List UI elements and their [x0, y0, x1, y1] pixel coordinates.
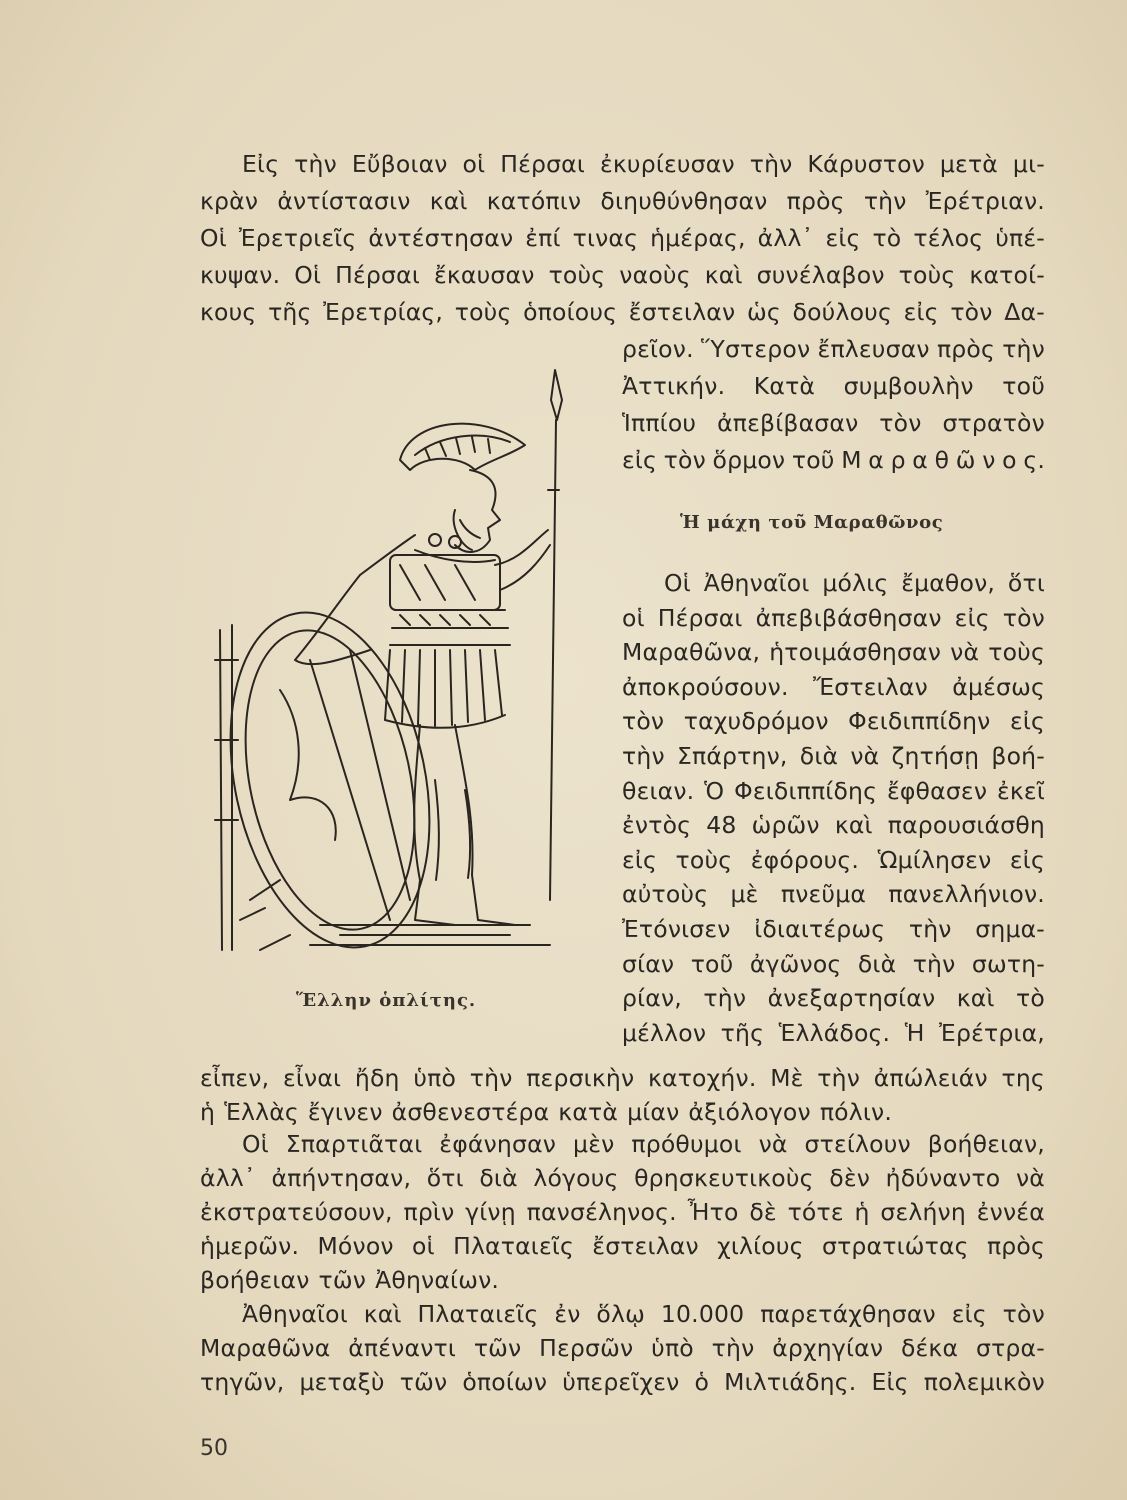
text-line: σίαν τοῦ ἀγῶνος διὰ τὴν σωτη-	[622, 949, 1045, 978]
text-line: Μαραθῶνα ἀπέναντι τῶν Περσῶν ὑπὸ τὴν ἀρχηγίαν δέκα στρα-	[200, 1334, 1045, 1362]
text-line: εἰς τὸν ὅρμον τοῦ Μ α ρ α θ ῶ ν ο ς.	[622, 446, 1045, 474]
text-line: ρεῖον. Ὕστερον ἔπλευσαν πρὸς τὴν	[622, 335, 1045, 363]
text-line: Μαραθῶνα, ἡτοιμάσθησαν νὰ τοὺς	[622, 638, 1045, 667]
text-line: Ἀττικήν. Κατὰ συμβουλὴν τοῦ	[622, 372, 1045, 400]
text-line: Οἱ Ἐρετριεῖς ἀντέστησαν ἐπί τινας ἡμέρας, ἀλλ᾽ εἰς τὸ τέλος ὑπέ-	[200, 224, 1045, 252]
text-line: κους τῆς Ἐρετρίας, τοὺς ὁποίους ἔστειλαν ὡς δούλους εἰς τὸν Δα-	[200, 298, 1045, 326]
text-line: μέλλον τῆς Ἑλλάδος. Ἡ Ἐρέτρια,	[622, 1018, 1045, 1047]
text-line: Ἐτόνισεν ἰδιαιτέρως τὴν σημα-	[622, 915, 1045, 943]
text-line: αὐτοὺς μὲ πνεῦμα πανελλήνιον.	[622, 880, 1045, 909]
text-line: ἐκστρατεύσουν, πρὶν γίνῃ πανσέληνος. Ἦτο δὲ τότε ἡ σελήνη ἐννέα	[200, 1198, 1045, 1226]
text-line: ἐντὸς 48 ὡρῶν καὶ παρουσιάσθη	[622, 811, 1045, 840]
shield-icon	[210, 594, 458, 966]
text-line: εἰς τοὺς ἐφόρους. Ὡμίλησεν εἰς	[622, 845, 1045, 874]
text-line: τὸν ταχυδρόμον Φειδιππίδην εἰς	[622, 707, 1045, 736]
text-line: ἀποκρούσουν. Ἔστειλαν ἀμέσως	[622, 672, 1045, 701]
text-line: Οἱ Σπαρτιᾶται ἐφάνησαν μὲν πρόθυμοι νὰ στείλουν βοήθειαν,	[242, 1130, 1045, 1158]
text-line: τὴν Σπάρτην, διὰ νὰ ζητήσῃ βοή-	[622, 742, 1045, 770]
text-line: τηγῶν, μεταξὺ τῶν ὁποίων ὑπερεῖχεν ὁ Μιλτιάδης. Εἰς πολεμικὸν	[200, 1368, 1045, 1396]
text-line: Οἱ Ἀθηναῖοι μόλις ἔμαθον, ὅτι	[664, 569, 1045, 597]
text-line: εἶπεν, εἶναι ἤδη ὑπὸ τὴν περσικὴν κατοχήν. Μὲ τὴν ἀπώλειάν της	[200, 1064, 1045, 1092]
text-line: Ἀθηναῖοι καὶ Πλαταιεῖς ἐν ὅλῳ 10.000 παρετάχθησαν εἰς τὸν	[242, 1300, 1045, 1328]
hoplite-illustration	[210, 360, 580, 970]
text-line: οἱ Πέρσαι ἀπεβιβάσθησαν εἰς τὸν	[622, 603, 1045, 632]
text-line: βοήθειαν τῶν Ἀθηναίων.	[200, 1266, 500, 1294]
text-line: Ἱππίου ἀπεβίβασαν τὸν στρατὸν	[622, 409, 1045, 437]
text-line: ἡμερῶν. Μόνον οἱ Πλαταιεῖς ἔστειλαν χιλίους στρατιώτας πρὸς	[200, 1232, 1045, 1260]
text-line: ἡ Ἑλλὰς ἔγινεν ἀσθενεστέρα κατὰ μίαν ἀξιόλογον πόλιν.	[200, 1098, 893, 1126]
text-line: Εἰς τὴν Εὔβοιαν οἱ Πέρσαι ἐκυρίευσαν τὴν Κάρυστον μετὰ μι-	[242, 150, 1045, 178]
text-line: κυψαν. Οἱ Πέρσαι ἔκαυσαν τοὺς ναοὺς καὶ συνέλαβον τοὺς κατοί-	[200, 261, 1045, 289]
text-line: ρίαν, τὴν ἀνεξαρτησίαν καὶ τὸ	[622, 984, 1045, 1013]
page-number: 50	[200, 1436, 228, 1461]
text-line: κρὰν ἀντίστασιν καὶ κατόπιν διηυθύνθησαν πρὸς τὴν Ἐρέτριαν.	[200, 187, 1045, 215]
text-line: ἀλλ᾽ ἀπήντησαν, ὅτι διὰ λόγους θρησκευτικοὺς δὲν ἠδύναντο νὰ	[200, 1164, 1045, 1192]
helmet-icon	[400, 424, 525, 470]
figure-caption: Ἕλλην ὁπλίτης.	[296, 990, 477, 1011]
section-heading: Ἡ μάχη τοῦ Μαραθῶνος	[680, 512, 944, 533]
spear-icon	[551, 370, 562, 420]
text-line: θειαν. Ὁ Φειδιππίδης ἔφθασεν ἐκεῖ	[622, 776, 1045, 805]
